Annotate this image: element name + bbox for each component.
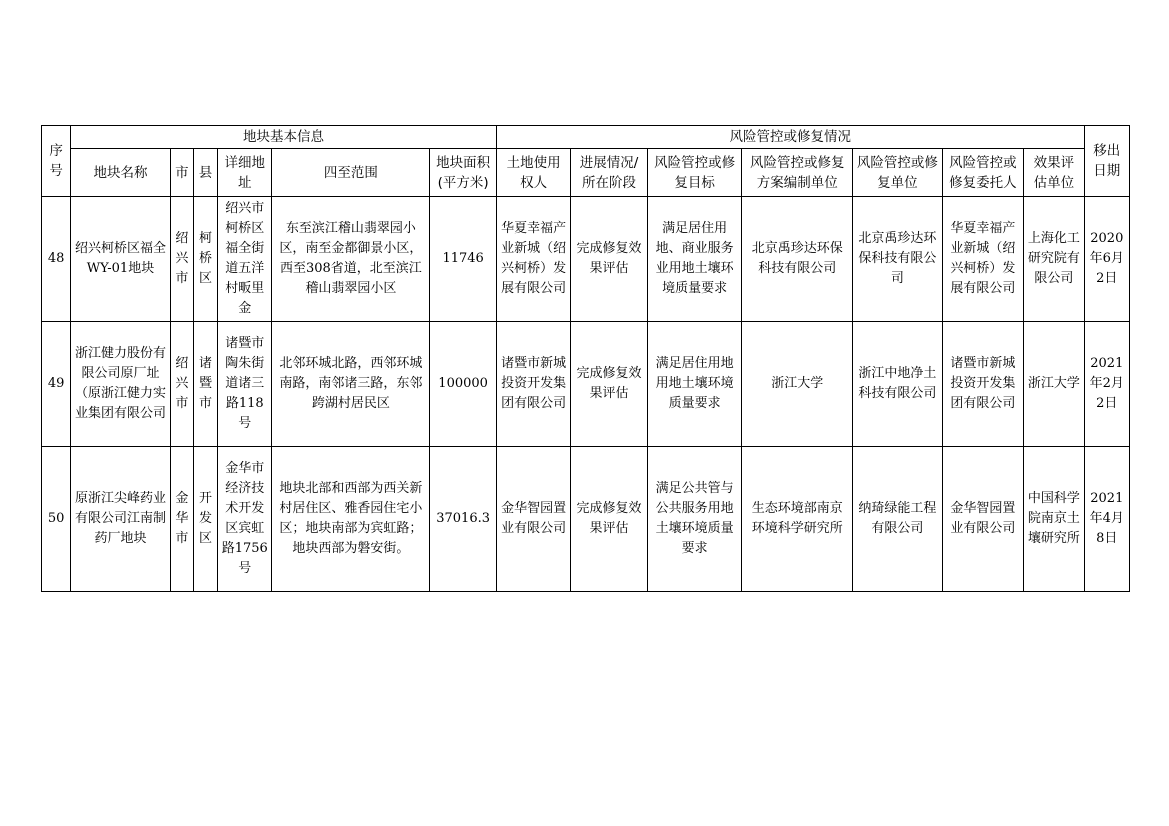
header-county: 县 (193, 149, 217, 197)
header-target: 风险管控或修复目标 (647, 149, 742, 197)
cell-eval-unit: 上海化工研究院有限公司 (1024, 197, 1084, 322)
cell-address: 诸暨市陶朱街道诸三路118号 (218, 322, 272, 447)
cell-repair-unit: 纳琦绿能工程有限公司 (853, 447, 943, 592)
cell-owner: 华夏幸福产业新城（绍兴柯桥）发展有限公司 (496, 197, 570, 322)
cell-repair-unit: 浙江中地净土科技有限公司 (853, 322, 943, 447)
cell-repair-unit: 北京禹珍达环保科技有限公司 (853, 197, 943, 322)
cell-boundary: 地块北部和西部为西关新村居住区、雅香园住宅小区；地块南部为宾虹路；地块西部为磐安街。 (272, 447, 430, 592)
header-eval-unit: 效果评估单位 (1024, 149, 1084, 197)
cell-address: 绍兴市柯桥区福全街道五洋村畈里金 (218, 197, 272, 322)
header-seq: 序号 (42, 126, 71, 197)
cell-seq: 48 (42, 197, 71, 322)
cell-city: 绍兴市 (170, 322, 193, 447)
cell-target: 满足公共管与公共服务用地土壤环境质量要求 (647, 447, 742, 592)
cell-client: 金华智园置业有限公司 (942, 447, 1024, 592)
header-row-columns (42, 149, 1130, 197)
cell-owner: 金华智园置业有限公司 (496, 447, 570, 592)
cell-eval-unit: 中国科学院南京土壤研究所 (1024, 447, 1084, 592)
header-boundary: 四至范围 (272, 149, 430, 197)
cell-county: 开发区 (193, 447, 217, 592)
cell-date: 2020年6月2日 (1084, 197, 1129, 322)
header-name: 地块名称 (71, 149, 171, 197)
header-row-groups (42, 126, 1130, 149)
header-area: 地块面积(平方米) (430, 149, 496, 197)
cell-area: 37016.3 (430, 447, 496, 592)
cell-eval-unit: 浙江大学 (1024, 322, 1084, 447)
cell-address: 金华市经济技术开发区宾虹路1756号 (218, 447, 272, 592)
cell-client: 诸暨市新城投资开发集团有限公司 (942, 322, 1024, 447)
header-risk-control: 风险管控或修复情况 (496, 126, 1084, 149)
header-client: 风险管控或修复委托人 (942, 149, 1024, 197)
cell-name: 绍兴柯桥区福全WY-01地块 (71, 197, 171, 322)
cell-area: 100000 (430, 322, 496, 447)
site-removal-table (41, 125, 1130, 592)
cell-target: 满足居住用地、商业服务业用地土壤环境质量要求 (647, 197, 742, 322)
header-repair-unit: 风险管控或修复单位 (853, 149, 943, 197)
cell-client: 华夏幸福产业新城（绍兴柯桥）发展有限公司 (942, 197, 1024, 322)
cell-seq: 50 (42, 447, 71, 592)
cell-boundary: 东至滨江稽山翡翠园小区，南至金都御景小区，西至308省道，北至滨江稽山翡翠园小区 (272, 197, 430, 322)
cell-plan-unit: 生态环境部南京环境科学研究所 (742, 447, 853, 592)
cell-progress: 完成修复效果评估 (571, 447, 647, 592)
cell-county: 诸暨市 (193, 322, 217, 447)
table-row (42, 447, 1130, 592)
cell-city: 绍兴市 (170, 197, 193, 322)
cell-target: 满足居住用地用地土壤环境质量要求 (647, 322, 742, 447)
header-basic-info: 地块基本信息 (71, 126, 497, 149)
cell-progress: 完成修复效果评估 (571, 197, 647, 322)
table-row (42, 197, 1130, 322)
cell-date: 2021年2月2日 (1084, 322, 1129, 447)
cell-name: 原浙江尖峰药业有限公司江南制药厂地块 (71, 447, 171, 592)
cell-date: 2021年4月8日 (1084, 447, 1129, 592)
header-owner: 土地使用权人 (496, 149, 570, 197)
header-removal-date: 移出日期 (1084, 126, 1129, 197)
cell-owner: 诸暨市新城投资开发集团有限公司 (496, 322, 570, 447)
header-plan-unit: 风险管控或修复方案编制单位 (742, 149, 853, 197)
cell-plan-unit: 北京禹珍达环保科技有限公司 (742, 197, 853, 322)
header-address: 详细地址 (218, 149, 272, 197)
cell-city: 金华市 (170, 447, 193, 592)
cell-county: 柯桥区 (193, 197, 217, 322)
table-row (42, 322, 1130, 447)
cell-area: 11746 (430, 197, 496, 322)
cell-name: 浙江健力股份有限公司原厂址（原浙江健力实业集团有限公司 (71, 322, 171, 447)
cell-progress: 完成修复效果评估 (571, 322, 647, 447)
header-city: 市 (170, 149, 193, 197)
cell-seq: 49 (42, 322, 71, 447)
cell-plan-unit: 浙江大学 (742, 322, 853, 447)
header-progress: 进展情况/所在阶段 (571, 149, 647, 197)
cell-boundary: 北邻环城北路，西邻环城南路，南邻诸三路，东邻跨湖村居民区 (272, 322, 430, 447)
